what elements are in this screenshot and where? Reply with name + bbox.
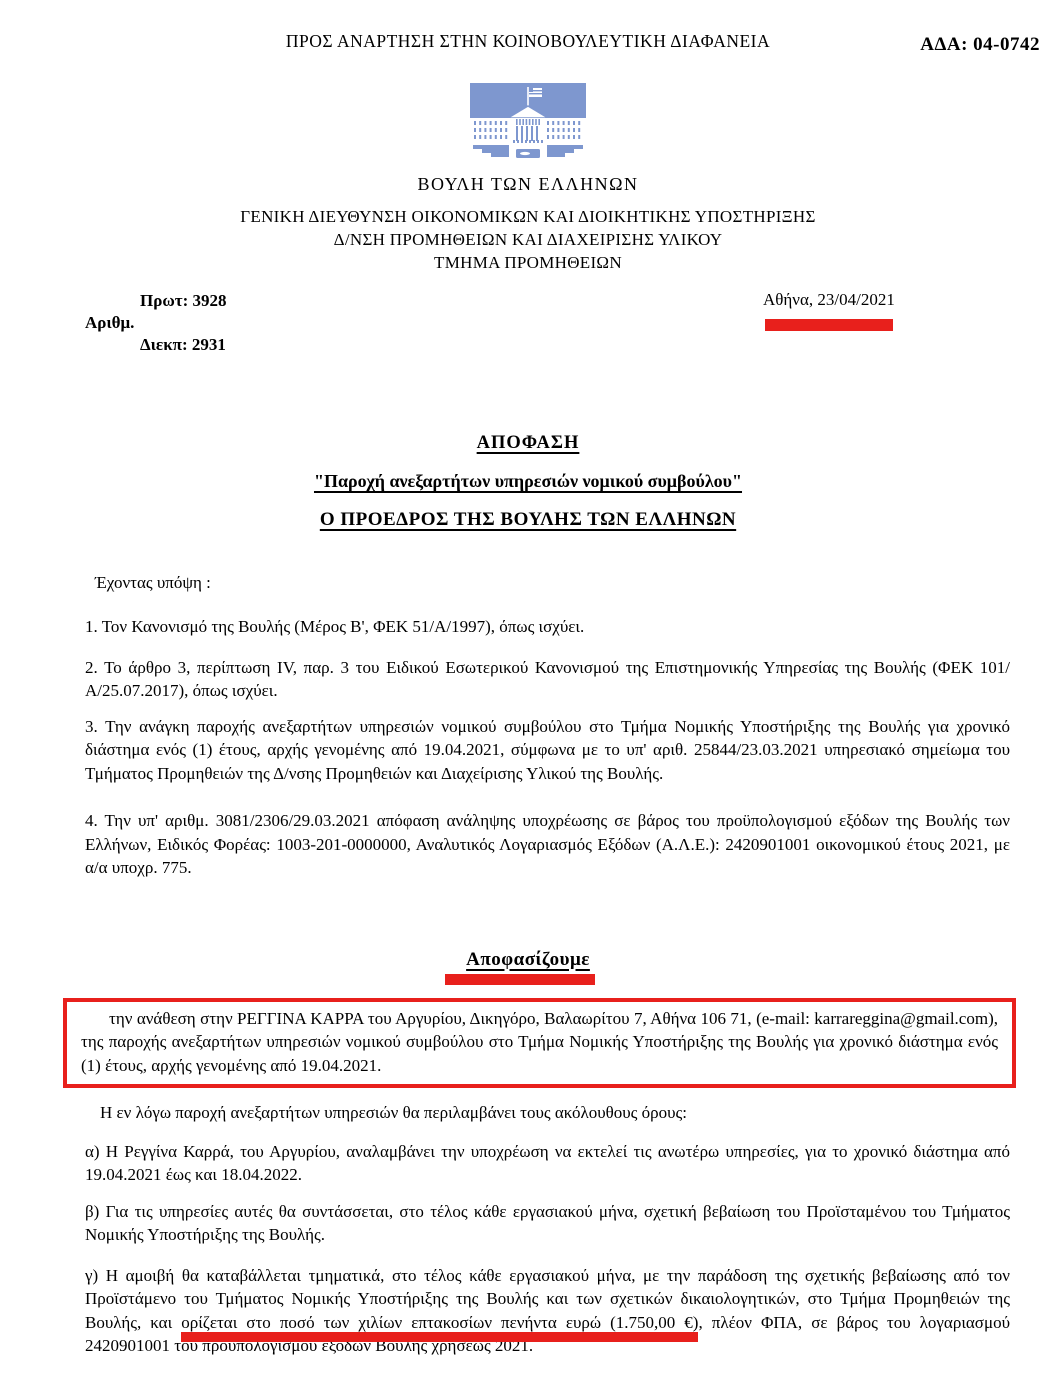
protocol-number: Πρωτ: 3928 — [140, 291, 227, 310]
parliament-logo — [0, 83, 1056, 168]
term-c — [85, 1264, 1010, 1358]
dept-line-section: ΤΜΗΜΑ ΠΡΟΜΗΘΕΙΩΝ — [434, 253, 622, 272]
decision-subject: "Παροχή ανεξαρτήτων υπηρεσιών νομικού συμβούλου" — [313, 471, 743, 491]
decision-heading: ΑΠΟΦΑΣΗ — [476, 433, 580, 453]
award-red-box — [63, 998, 1016, 1089]
decide-heading: Αποφασίζουμε — [466, 948, 590, 970]
term-c-tail: , πλέον ΦΠΑ, σε βάρος του λογαριασμού 2420901001 του προϋπολογισμού εξόδων Βουλής χρήσεως 2021. — [85, 1312, 1011, 1355]
transparency-notice: ΠΡΟΣ ΑΝΑΡΤΗΣΗ ΣΤΗΝ ΚΟΙΝΟΒΟΥΛΕΥΤΙΚΗ ΔΙΑΦΑΝΕΙΑ — [285, 31, 771, 51]
legal-item-3: 3. Την ανάγκη παροχής ανεξαρτήτων υπηρεσιών νομικού συμβούλου στο Τμήμα Νομικής Υποστήριξης της Βουλής για χρονικό διάστημα ενός (1) έτους, αρχής γενομένης από 19.04.2021, σύμφωνα με το υπ' αριθ. 25844/23.03.2021 υπηρεσιακό σημείωμα του Τμήματος Προμηθειών της Δ/νσης Προμηθειών και Διαχείρισης Υλικού της Βουλής. — [85, 716, 1010, 783]
reference-and-date-row — [0, 290, 1056, 360]
ada-code: ΑΔΑ: 04-0742 — [920, 34, 1040, 55]
amount-red-underline: ορίζεται στο ποσό των χιλίων επτακοσίων πενήντα ευρώ (1.750,00 €) — [181, 1313, 698, 1342]
term-a: α) Η Ρεγγίνα Καρρά, του Αργυρίου, αναλαμβάνει την υποχρέωση να εκτελεί τις ανωτέρω υπηρεσίες, για το χρονικό διάστημα από 19.04.2021 έως και 18.04.2022. — [85, 1141, 1010, 1184]
legal-item-2: 2. Το άρθρο 3, περίπτωση IV, παρ. 3 του Ειδικού Εσωτερικού Κανονισμού της Επιστημονικής Υπηρεσίας της Βουλής (ΦΕΚ 101/Α/25.07.2017), όπως ισχύει. — [85, 657, 1010, 700]
legal-item-1: 1. Τον Κανονισμό της Βουλής (Μέρος Β', ΦΕΚ 51/Α/1997), όπως ισχύει. — [85, 617, 585, 636]
org-title: ΒΟΥΛΗ ΤΩΝ ΕΛΛΗΝΩΝ — [417, 174, 639, 194]
having-regard-label: Έχοντας υπόψη : — [95, 573, 211, 592]
terms-intro: Η εν λόγω παροχή ανεξαρτήτων υπηρεσιών θα περιλαμβάνει τους ακόλουθους όρους: — [100, 1103, 688, 1122]
term-b: β) Για τις υπηρεσίες αυτές θα συντάσσεται, στο τέλος κάθε εργασιακού μήνα, σχετική βεβαίωση του Προϊσταμένου του Τμήματος Νομικής Υποστήριξης της Βουλής. — [85, 1201, 1010, 1244]
parliament-emblem-icon — [469, 83, 587, 163]
decide-red-highlight — [445, 974, 595, 985]
dept-line-directorate: Δ/ΝΣΗ ΠΡΟΜΗΘΕΙΩΝ ΚΑΙ ΔΙΑΧΕΙΡΙΣΗΣ ΥΛΙΚΟΥ — [333, 230, 723, 249]
dispatch-number: Διεκπ: 2931 — [140, 335, 226, 354]
decision-authority: Ο ΠΡΟΕΔΡΟΣ ΤΗΣ ΒΟΥΛΗΣ ΤΩΝ ΕΛΛΗΝΩΝ — [319, 509, 737, 530]
dept-line-general-directorate: ΓΕΝΙΚΗ ΔΙΕΥΘΥΝΣΗ ΟΙΚΟΝΟΜΙΚΩΝ ΚΑΙ ΔΙΟΙΚΗΤΙΚΗΣ ΥΠΟΣΤΗΡΙΞΗΣ — [240, 207, 816, 226]
term-c-lead: γ) Η αμοιβή θα καταβάλλεται τμηματικά, στο τέλος κάθε εργασιακού μήνα, με την παράδοση της σχετικής βεβαίωσης από τον Προϊστάμενο του Τμήματος Νομικής Υποστήριξης της Βουλής και των σχετικών δικαιολογητικών, στο Τμήμα Προμηθειών της Βουλής, και — [85, 1265, 1010, 1332]
reference-label: Αριθμ. — [85, 313, 135, 332]
date-red-highlight — [765, 319, 893, 331]
date-line: Αθήνα, 23/04/2021 — [763, 290, 895, 309]
award-paragraph: την ανάθεση στην ΡΕΓΓΙΝΑ ΚΑΡΡΑ του Αργυρίου, Δικηγόρο, Βαλαωρίτου 7, Αθήνα 106 71, (e-mail: karrareggina@gmail.com), της παροχής ανεξαρτήτων υπηρεσιών νομικού συμβούλου στο Τμήμα Νομικής Υποστήριξης της Βουλής για χρονικό διάστημα ενός (1) έτους, αρχής γενομένης από 19.04.2021. — [81, 1008, 998, 1075]
legal-item-4: 4. Την υπ' αριθμ. 3081/2306/29.03.2021 απόφαση ανάληψης υποχρέωσης σε βάρος του προϋπολογισμού εξόδων της Βουλής των Ελλήνων, Ειδικός Φορέας: 1003-201-0000000, Αναλυτικός Λογαριασμός Εξόδων (Α.Λ.Ε.): 2420901001 οικονομικού έτους 2021, με α/α υποχρ. 775. — [85, 811, 1010, 877]
